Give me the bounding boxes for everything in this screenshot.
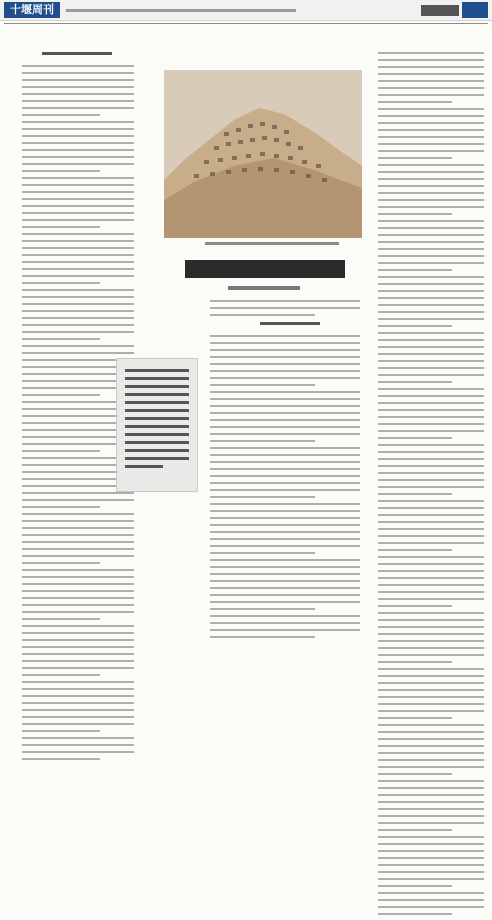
column-3-text [378,52,484,915]
issue-meta [66,9,296,12]
article-title [185,260,345,278]
publication-name: 十堰周刊 [4,2,60,18]
section-label [421,5,459,16]
column-2-subheading [260,322,320,325]
page-header [0,0,492,21]
column-2 [210,300,360,643]
column-2-text [210,300,360,638]
article-byline [228,286,300,290]
column-3 [378,52,484,920]
header-rule [4,23,488,24]
pull-quote-box [116,358,198,492]
photo-caption [205,242,339,245]
page-number [462,2,488,18]
cliff-tomb-photo [164,70,362,238]
section-subheading [42,52,112,55]
